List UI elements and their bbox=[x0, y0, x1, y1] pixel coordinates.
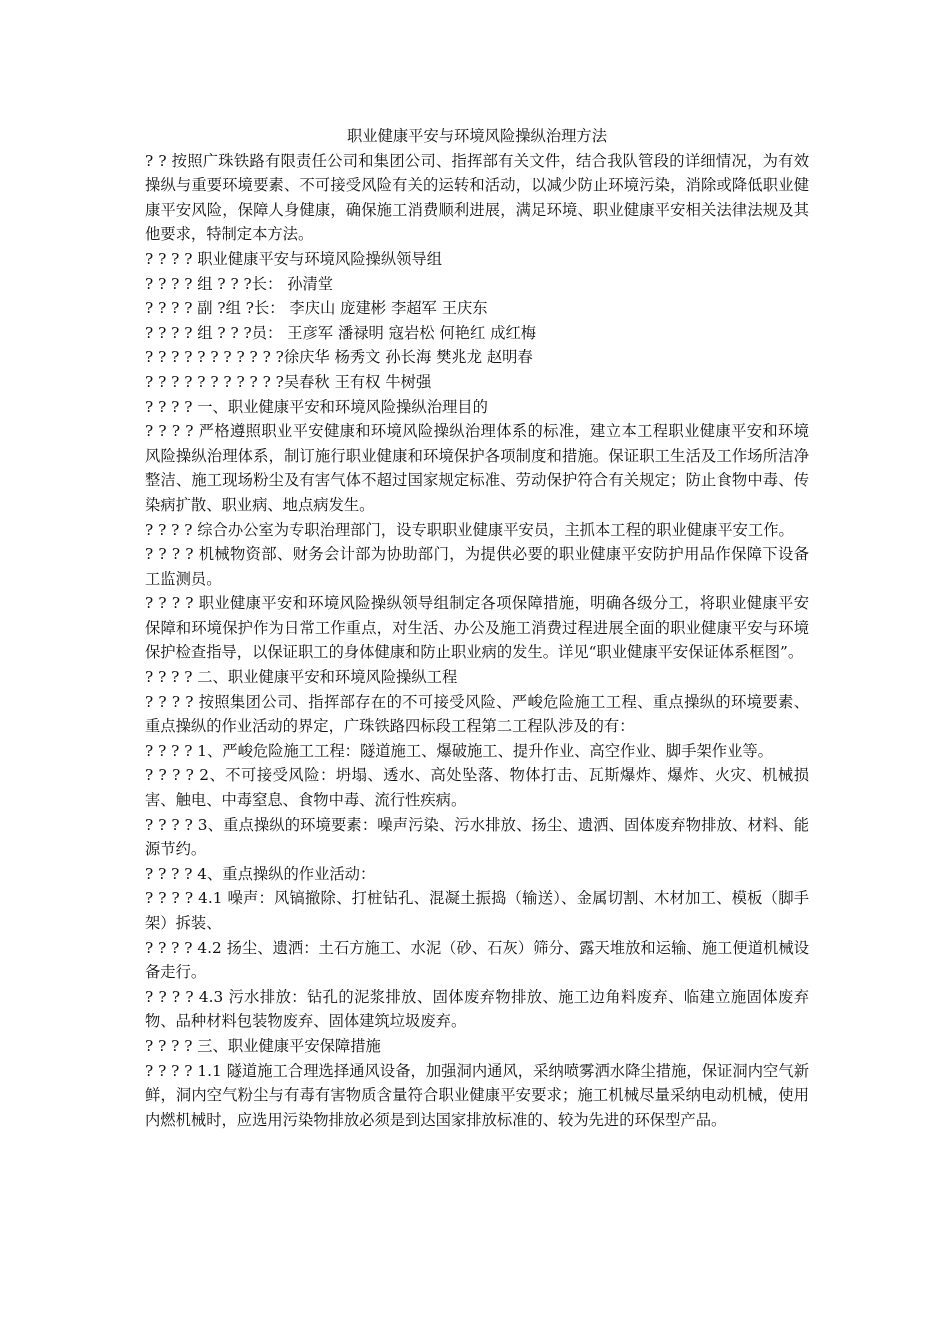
document-page bbox=[145, 124, 809, 1132]
section-heading-1: ? ? ? ? 一、职业健康平安和环境风险操纵治理目的 bbox=[145, 397, 488, 416]
paragraph-members-2: ? ? ? ? ? ? ? ? ? ? ?徐庆华 杨秀文 孙长海 樊兆龙 赵明春 bbox=[145, 348, 533, 367]
paragraph-tunnel-measures: ? ? ? ? 1.1 隧道施工合理选择通风设备，加强洞内通风，采纳喷雾洒水降尘措施，保证洞内空气新鲜，洞内空气粉尘与有毒有害物质含量符合职业健康平安要求；施工机械尽量采纳电动机械，使用内燃机械时，应选用污染物排放必须是到达国家排放标准的、较为先进的环保型产品。 bbox=[145, 1061, 809, 1129]
list-item-4-3: ? ? ? ? 4.3 污水排放：钻孔的泥浆排放、固体废弃物排放、施工边角料废弃、临建立施固体废弃物、品种材料包装物废弃、固体建筑垃圾废弃。 bbox=[145, 987, 809, 1031]
paragraph-deputy-leaders: ? ? ? ? 副 ?组 ?长： 李庆山 庞建彬 李超军 王庆东 bbox=[145, 299, 488, 318]
list-item-3: ? ? ? ? 3、重点操纵的环境要素：噪声污染、污水排放、扬尘、遗洒、固体废弃物排放、材料、能源节约。 bbox=[145, 815, 809, 859]
paragraph-members-1: ? ? ? ? 组 ? ? ?员： 王彦军 潘禄明 寇岩松 何艳红 成红梅 bbox=[145, 323, 537, 342]
paragraph-members-3: ? ? ? ? ? ? ? ? ? ? ?吴春秋 王有权 牛树强 bbox=[145, 372, 432, 391]
paragraph-objective: ? ? ? ? 严格遵照职业平安健康和环境风险操纵治理体系的标准，建立本工程职业健康平安和环境风险操纵治理体系，制订施行职业健康和环境保护各项制度和措施。保证职工生活及工作场所洁净整洁、施工现场粉尘及有害气体不超过国家规定标准、劳动保护符合有关规定；防止食物中毒、传染病扩散、职业病、地点病发生。 bbox=[145, 422, 809, 514]
paragraph-definition: ? ? ? ? 按照集团公司、指挥部存在的不可接受风险、严峻危险施工工程、重点操纵的环境要素、重点操纵的作业活动的界定，广珠铁路四标段工程第二工程队涉及的有： bbox=[145, 692, 809, 736]
list-item-4-1: ? ? ? ? 4.1 噪声：风镐撤除、打桩钻孔、混凝土振捣（输送）、金属切割、木材加工、模板（脚手架）拆装、 bbox=[145, 889, 809, 932]
paragraph-office: ? ? ? ? 综合办公室为专职治理部门，设专职职业健康平安员，主抓本工程的职业健康平安工作。 bbox=[145, 520, 794, 539]
list-item-4-2: ? ? ? ? 4.2 扬尘、遗洒：土石方施工、水泥（砂、石灰）筛分、露天堆放和运输、施工便道机械设备走行。 bbox=[145, 938, 809, 982]
paragraph-leader: ? ? ? ? 组 ? ? ?长： 孙清堂 bbox=[145, 274, 334, 293]
paragraph-leadership-heading: ? ? ? ? 职业健康平安与环境风险操纵领导组 bbox=[145, 249, 443, 268]
list-item-1: ? ? ? ? 1、严峻危险施工工程：隧道施工、爆破施工、提升作业、高空作业、脚手架作业等。 bbox=[145, 741, 773, 760]
list-item-2: ? ? ? ? 2、不可接受风险：坍塌、透水、高处坠落、物体打击、瓦斯爆炸、爆炸、火灾、机械损害、触电、中毒窒息、食物中毒、流行性疾病。 bbox=[145, 766, 809, 810]
document-title: 职业健康平安与环境风险操纵治理方法 bbox=[346, 127, 608, 145]
paragraph-measures: ? ? ? ? 职业健康平安和环境风险操纵领导组制定各项保障措施，明确各级分工，将职业健康平安保障和环境保护作为日常工作重点，对生活、办公及施工消费过程进展全面的职业健康平安与环境保护检查指导，以保证职工的身体健康和防止职业病的发生。详见“职业健康平安保证体系框图”。 bbox=[145, 594, 809, 662]
section-heading-2: ? ? ? ? 二、职业健康平安和环境风险操纵工程 bbox=[145, 668, 458, 687]
paragraph-assist-departments: ? ? ? ? 机械物资部、财务会计部为协助部门，为提供必要的职业健康平安防护用品作保障下设备工监测员。 bbox=[145, 545, 809, 588]
section-heading-3: ? ? ? ? 三、职业健康平安保障措施 bbox=[145, 1036, 381, 1055]
list-item-4: ? ? ? ? 4、重点操纵的作业活动： bbox=[145, 864, 376, 883]
document-body bbox=[145, 149, 809, 1133]
paragraph-intro: ? ? 按照广珠铁路有限责任公司和集团公司、指挥部有关文件，结合我队管段的详细情况，为有效操纵与重要环境要素、不可接受风险有关的运转和活动，以减少防止环境污染，消除或降低职业健康平安风险，保障人身健康，确保施工消费顺利进展，满足环境、职业健康平安相关法律法规及其他要求，特制定本方法。 bbox=[145, 151, 809, 244]
